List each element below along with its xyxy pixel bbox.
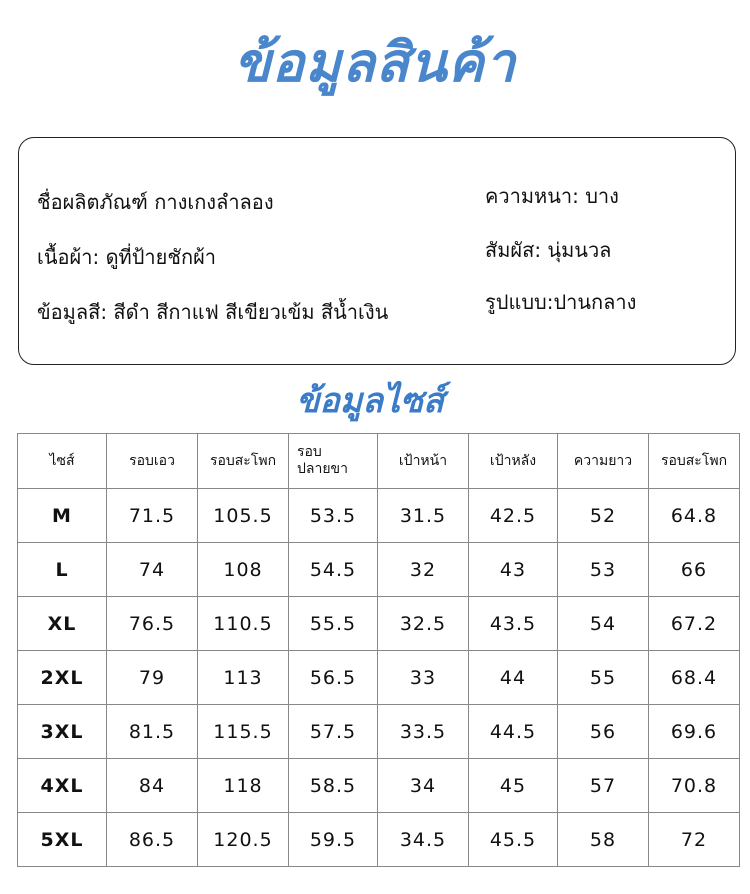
- measurement-cell: 113: [198, 651, 289, 705]
- measurement-cell: 44: [469, 651, 558, 705]
- measurement-cell: 45.5: [469, 813, 558, 867]
- size-cell: XL: [18, 597, 107, 651]
- header-hip: รอบสะโพก: [198, 434, 289, 489]
- table-row: [18, 543, 740, 597]
- size-table: [17, 433, 740, 867]
- measurement-cell: 79: [107, 651, 198, 705]
- measurement-cell: 69.6: [649, 705, 740, 759]
- table-row: [18, 597, 740, 651]
- measurement-cell: 54: [558, 597, 649, 651]
- color-info: ข้อมูลสี: สีดำ สีกาแฟ สีเขียวเข้ม สีน้ำเงิน: [37, 300, 389, 324]
- table-row: [18, 705, 740, 759]
- measurement-cell: 59.5: [289, 813, 378, 867]
- measurement-cell: 56: [558, 705, 649, 759]
- measurement-cell: 43: [469, 543, 558, 597]
- measurement-cell: 76.5: [107, 597, 198, 651]
- measurement-cell: 70.8: [649, 759, 740, 813]
- measurement-cell: 45: [469, 759, 558, 813]
- measurement-cell: 55.5: [289, 597, 378, 651]
- measurement-cell: 58.5: [289, 759, 378, 813]
- measurement-cell: 110.5: [198, 597, 289, 651]
- product-info-box: [18, 137, 736, 365]
- header-leg-opening: รอบ ปลายขา: [289, 434, 378, 489]
- measurement-cell: 66: [649, 543, 740, 597]
- measurement-cell: 32: [378, 543, 469, 597]
- measurement-cell: 44.5: [469, 705, 558, 759]
- measurement-cell: 52: [558, 489, 649, 543]
- measurement-cell: 71.5: [107, 489, 198, 543]
- measurement-cell: 108: [198, 543, 289, 597]
- measurement-cell: 53.5: [289, 489, 378, 543]
- size-cell: 4XL: [18, 759, 107, 813]
- size-cell: 2XL: [18, 651, 107, 705]
- header-hip-2: รอบสะโพก: [649, 434, 740, 489]
- header-size: ไซส์: [18, 434, 107, 489]
- measurement-cell: 74: [107, 543, 198, 597]
- measurement-cell: 120.5: [198, 813, 289, 867]
- measurement-cell: 115.5: [198, 705, 289, 759]
- size-cell: L: [18, 543, 107, 597]
- measurement-cell: 57: [558, 759, 649, 813]
- measurement-cell: 84: [107, 759, 198, 813]
- measurement-cell: 72: [649, 813, 740, 867]
- measurement-cell: 56.5: [289, 651, 378, 705]
- measurement-cell: 54.5: [289, 543, 378, 597]
- table-row: [18, 651, 740, 705]
- measurement-cell: 118: [198, 759, 289, 813]
- measurement-cell: 64.8: [649, 489, 740, 543]
- size-info-title: ข้อมูลไซส์: [296, 381, 444, 421]
- measurement-cell: 68.4: [649, 651, 740, 705]
- header-length: ความยาว: [558, 434, 649, 489]
- measurement-cell: 43.5: [469, 597, 558, 651]
- measurement-cell: 58: [558, 813, 649, 867]
- measurement-cell: 34.5: [378, 813, 469, 867]
- size-cell: M: [18, 489, 107, 543]
- fabric-info: เนื้อผ้า: ดูที่ป้ายชักผ้า: [37, 245, 217, 269]
- header-back-rise: เป้าหลัง: [469, 434, 558, 489]
- measurement-cell: 57.5: [289, 705, 378, 759]
- measurement-cell: 105.5: [198, 489, 289, 543]
- measurement-cell: 34: [378, 759, 469, 813]
- product-info-title: ข้อมูลสินค้า: [233, 31, 517, 94]
- table-row: [18, 759, 740, 813]
- measurement-cell: 42.5: [469, 489, 558, 543]
- table-row: [18, 813, 740, 867]
- measurement-cell: 53: [558, 543, 649, 597]
- style-info: รูปแบบ:ปานกลาง: [485, 290, 637, 314]
- measurement-cell: 81.5: [107, 705, 198, 759]
- measurement-cell: 32.5: [378, 597, 469, 651]
- table-header-row: [18, 434, 740, 489]
- table-row: [18, 489, 740, 543]
- measurement-cell: 31.5: [378, 489, 469, 543]
- measurement-cell: 55: [558, 651, 649, 705]
- size-cell: 3XL: [18, 705, 107, 759]
- size-cell: 5XL: [18, 813, 107, 867]
- measurement-cell: 33.5: [378, 705, 469, 759]
- header-waist: รอบเอว: [107, 434, 198, 489]
- product-name: ชื่อผลิตภัณฑ์ กางเกงลำลอง: [37, 190, 274, 214]
- texture-info: สัมผัส: นุ่มนวล: [485, 238, 612, 262]
- measurement-cell: 33: [378, 651, 469, 705]
- thickness-info: ความหนา: บาง: [485, 184, 619, 208]
- header-front-rise: เป้าหน้า: [378, 434, 469, 489]
- measurement-cell: 86.5: [107, 813, 198, 867]
- measurement-cell: 67.2: [649, 597, 740, 651]
